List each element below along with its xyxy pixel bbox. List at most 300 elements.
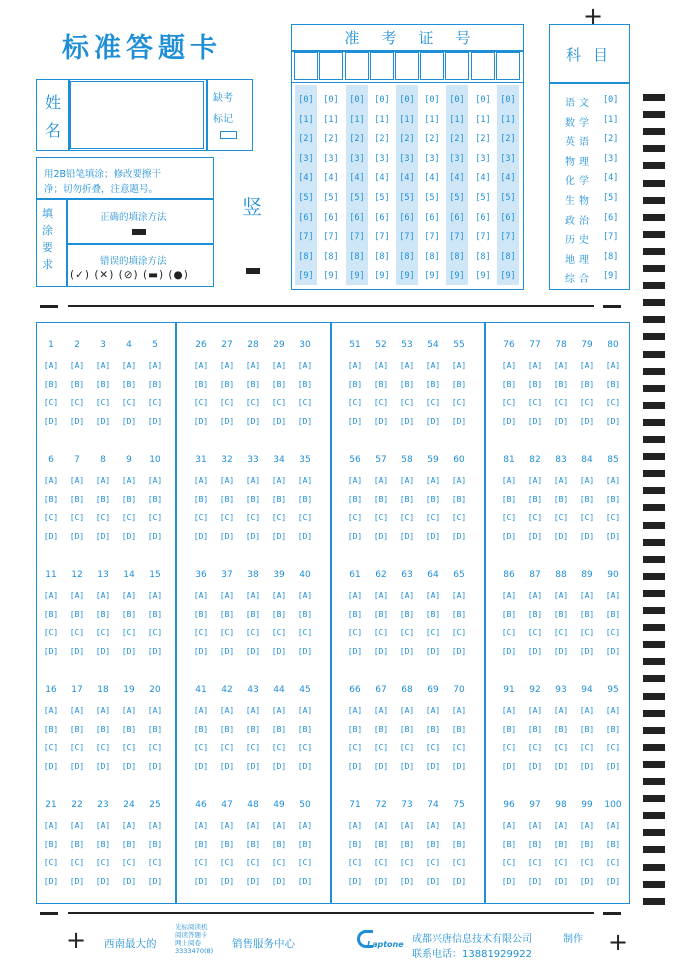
admission-digit-bubble[interactable]: [4]	[399, 173, 415, 184]
answer-bubble[interactable]: [B]	[347, 494, 363, 504]
answer-bubble[interactable]: [B]	[147, 494, 163, 504]
answer-bubble[interactable]: [D]	[271, 761, 287, 771]
answer-bubble[interactable]: [D]	[69, 646, 85, 656]
answer-bubble[interactable]: [B]	[553, 494, 569, 504]
admission-digit-bubble[interactable]: [0]	[298, 95, 314, 105]
answer-bubble[interactable]: [B]	[347, 379, 363, 389]
answer-bubble[interactable]: [B]	[373, 839, 389, 849]
answer-bubble[interactable]: [C]	[527, 513, 543, 522]
admission-digit-bubble[interactable]: [6]	[449, 212, 465, 223]
answer-bubble[interactable]: [C]	[373, 628, 389, 637]
answer-bubble[interactable]: [D]	[245, 531, 261, 541]
answer-bubble[interactable]: [A]	[451, 361, 467, 370]
answer-bubble[interactable]: [C]	[147, 743, 163, 752]
answer-bubble[interactable]: [D]	[527, 416, 543, 426]
answer-bubble[interactable]: [C]	[501, 858, 517, 867]
answer-bubble[interactable]: [C]	[399, 858, 415, 867]
answer-bubble[interactable]: [A]	[527, 706, 543, 715]
answer-bubble[interactable]: [D]	[147, 646, 163, 656]
answer-bubble[interactable]: [B]	[193, 379, 209, 389]
admission-digit-bubble[interactable]: [4]	[500, 173, 516, 184]
answer-bubble[interactable]: [D]	[121, 876, 137, 886]
answer-bubble[interactable]: [C]	[605, 628, 621, 637]
answer-bubble[interactable]: [B]	[373, 724, 389, 734]
answer-bubble[interactable]: [C]	[553, 628, 569, 637]
admission-digit-bubble[interactable]: [4]	[349, 173, 365, 184]
admission-digit-bubble[interactable]: [2]	[475, 134, 491, 145]
answer-bubble[interactable]: [A]	[579, 706, 595, 715]
answer-bubble[interactable]: [B]	[219, 724, 235, 734]
answer-bubble[interactable]: [B]	[297, 494, 313, 504]
answer-bubble[interactable]: [C]	[245, 628, 261, 637]
admission-digit-bubble[interactable]: [1]	[399, 114, 415, 125]
answer-bubble[interactable]: [D]	[219, 876, 235, 886]
answer-bubble[interactable]: [B]	[527, 379, 543, 389]
answer-bubble[interactable]: [D]	[425, 761, 441, 771]
answer-bubble[interactable]: [A]	[245, 706, 261, 715]
answer-bubble[interactable]: [C]	[553, 858, 569, 867]
answer-bubble[interactable]: [A]	[147, 706, 163, 715]
admission-digit-bubble[interactable]: [0]	[500, 95, 516, 105]
answer-bubble[interactable]: [C]	[399, 628, 415, 637]
answer-bubble[interactable]: [D]	[373, 416, 389, 426]
answer-bubble[interactable]: [B]	[399, 494, 415, 504]
answer-bubble[interactable]: [B]	[605, 494, 621, 504]
answer-bubble[interactable]: [B]	[501, 724, 517, 734]
answer-bubble[interactable]: [B]	[399, 379, 415, 389]
answer-bubble[interactable]: [D]	[347, 876, 363, 886]
answer-bubble[interactable]: [D]	[527, 761, 543, 771]
admission-digit-bubble[interactable]: [5]	[449, 193, 465, 203]
admission-digit-bubble[interactable]: [0]	[449, 95, 465, 105]
admission-digit-bubble[interactable]: [1]	[323, 114, 339, 125]
answer-bubble[interactable]: [C]	[69, 743, 85, 752]
answer-bubble[interactable]: [B]	[95, 494, 111, 504]
answer-bubble[interactable]: [A]	[121, 361, 137, 370]
answer-bubble[interactable]: [D]	[147, 531, 163, 541]
answer-bubble[interactable]: [D]	[399, 876, 415, 886]
answer-bubble[interactable]: [A]	[69, 591, 85, 600]
answer-bubble[interactable]: [C]	[69, 398, 85, 407]
answer-bubble[interactable]: [C]	[43, 858, 59, 867]
answer-bubble[interactable]: [C]	[605, 398, 621, 407]
admission-digit-bubble[interactable]: [5]	[349, 193, 365, 203]
admission-digit-bubble[interactable]: [1]	[500, 114, 516, 125]
admission-digit-write-box[interactable]	[445, 52, 469, 80]
answer-bubble[interactable]: [D]	[245, 416, 261, 426]
answer-bubble[interactable]: [B]	[95, 724, 111, 734]
answer-bubble[interactable]: [B]	[451, 839, 467, 849]
admission-digit-bubble[interactable]: [5]	[323, 193, 339, 203]
admission-digit-bubble[interactable]: [6]	[424, 212, 440, 223]
answer-bubble[interactable]: [D]	[451, 416, 467, 426]
answer-bubble[interactable]: [A]	[121, 706, 137, 715]
answer-bubble[interactable]: [C]	[297, 398, 313, 407]
admission-digit-bubble[interactable]: [2]	[399, 134, 415, 145]
answer-bubble[interactable]: [A]	[95, 591, 111, 600]
admission-digit-bubble[interactable]: [7]	[298, 232, 314, 243]
answer-bubble[interactable]: [C]	[219, 513, 235, 522]
answer-bubble[interactable]: [D]	[451, 646, 467, 656]
answer-bubble[interactable]: [B]	[245, 839, 261, 849]
admission-digit-bubble[interactable]: [1]	[298, 114, 314, 125]
answer-bubble[interactable]: [A]	[553, 361, 569, 370]
admission-digit-bubble[interactable]: [5]	[475, 193, 491, 203]
answer-bubble[interactable]: [D]	[219, 416, 235, 426]
answer-bubble[interactable]: [D]	[501, 761, 517, 771]
answer-bubble[interactable]: [C]	[347, 743, 363, 752]
answer-bubble[interactable]: [D]	[553, 876, 569, 886]
subject-bubble[interactable]: [0]	[603, 95, 619, 105]
answer-bubble[interactable]: [B]	[69, 724, 85, 734]
answer-bubble[interactable]: [A]	[347, 361, 363, 370]
admission-digit-bubble[interactable]: [7]	[500, 232, 516, 243]
answer-bubble[interactable]: [A]	[193, 361, 209, 370]
subject-bubble[interactable]: [6]	[603, 212, 619, 223]
answer-bubble[interactable]: [C]	[69, 858, 85, 867]
answer-bubble[interactable]: [B]	[69, 609, 85, 619]
answer-bubble[interactable]: [A]	[451, 821, 467, 830]
answer-bubble[interactable]: [C]	[347, 858, 363, 867]
admission-digit-bubble[interactable]: [1]	[475, 114, 491, 125]
answer-bubble[interactable]: [B]	[193, 494, 209, 504]
answer-bubble[interactable]: [A]	[245, 361, 261, 370]
answer-bubble[interactable]: [B]	[271, 609, 287, 619]
answer-bubble[interactable]: [A]	[553, 591, 569, 600]
answer-bubble[interactable]: [A]	[271, 821, 287, 830]
admission-digit-bubble[interactable]: [6]	[374, 212, 390, 223]
answer-bubble[interactable]: [D]	[43, 416, 59, 426]
answer-bubble[interactable]: [C]	[219, 743, 235, 752]
answer-bubble[interactable]: [C]	[147, 628, 163, 637]
answer-bubble[interactable]: [C]	[425, 743, 441, 752]
answer-bubble[interactable]: [B]	[219, 839, 235, 849]
answer-bubble[interactable]: [A]	[553, 476, 569, 485]
answer-bubble[interactable]: [D]	[553, 646, 569, 656]
answer-bubble[interactable]: [A]	[219, 706, 235, 715]
admission-digit-bubble[interactable]: [2]	[374, 134, 390, 145]
answer-bubble[interactable]: [A]	[297, 361, 313, 370]
admission-digit-bubble[interactable]: [3]	[374, 153, 390, 164]
answer-bubble[interactable]: [D]	[399, 531, 415, 541]
answer-bubble[interactable]: [B]	[271, 379, 287, 389]
answer-bubble[interactable]: [C]	[271, 628, 287, 637]
answer-bubble[interactable]: [A]	[297, 591, 313, 600]
answer-bubble[interactable]: [C]	[373, 513, 389, 522]
answer-bubble[interactable]: [B]	[193, 724, 209, 734]
answer-bubble[interactable]: [A]	[373, 476, 389, 485]
answer-bubble[interactable]: [B]	[347, 839, 363, 849]
admission-digit-bubble[interactable]: [5]	[374, 193, 390, 203]
answer-bubble[interactable]: [B]	[43, 609, 59, 619]
admission-digit-write-box[interactable]	[496, 52, 520, 80]
answer-bubble[interactable]: [C]	[297, 513, 313, 522]
answer-bubble[interactable]: [B]	[121, 839, 137, 849]
admission-digit-bubble[interactable]: [9]	[500, 271, 516, 282]
answer-bubble[interactable]: [D]	[527, 531, 543, 541]
answer-bubble[interactable]: [C]	[425, 858, 441, 867]
name-input[interactable]	[70, 81, 204, 149]
answer-bubble[interactable]: [A]	[347, 591, 363, 600]
answer-bubble[interactable]: [C]	[69, 628, 85, 637]
answer-bubble[interactable]: [A]	[373, 591, 389, 600]
admission-digit-bubble[interactable]: [6]	[323, 212, 339, 223]
answer-bubble[interactable]: [C]	[579, 743, 595, 752]
answer-bubble[interactable]: [D]	[553, 761, 569, 771]
answer-bubble[interactable]: [D]	[121, 416, 137, 426]
answer-bubble[interactable]: [C]	[373, 858, 389, 867]
answer-bubble[interactable]: [A]	[297, 821, 313, 830]
answer-bubble[interactable]: [B]	[605, 839, 621, 849]
answer-bubble[interactable]: [D]	[347, 416, 363, 426]
answer-bubble[interactable]: [B]	[43, 494, 59, 504]
answer-bubble[interactable]: [B]	[219, 379, 235, 389]
answer-bubble[interactable]: [C]	[95, 513, 111, 522]
admission-digit-bubble[interactable]: [4]	[449, 173, 465, 184]
admission-digit-bubble[interactable]: [3]	[323, 153, 339, 164]
answer-bubble[interactable]: [C]	[271, 858, 287, 867]
answer-bubble[interactable]: [A]	[147, 361, 163, 370]
answer-bubble[interactable]: [B]	[579, 839, 595, 849]
admission-digit-bubble[interactable]: [8]	[374, 251, 390, 262]
answer-bubble[interactable]: [B]	[147, 724, 163, 734]
answer-bubble[interactable]: [A]	[373, 361, 389, 370]
subject-bubble[interactable]: [1]	[603, 114, 619, 125]
answer-bubble[interactable]: [C]	[193, 858, 209, 867]
admission-digit-bubble[interactable]: [8]	[323, 251, 339, 262]
answer-bubble[interactable]: [A]	[373, 821, 389, 830]
admission-digit-bubble[interactable]: [0]	[323, 95, 339, 105]
answer-bubble[interactable]: [B]	[501, 494, 517, 504]
answer-bubble[interactable]: [D]	[297, 416, 313, 426]
absent-checkbox[interactable]	[220, 131, 237, 139]
answer-bubble[interactable]: [A]	[219, 591, 235, 600]
admission-digit-bubble[interactable]: [2]	[449, 134, 465, 145]
answer-bubble[interactable]: [A]	[605, 591, 621, 600]
admission-digit-write-box[interactable]	[294, 52, 318, 80]
admission-digit-bubble[interactable]: [4]	[298, 173, 314, 184]
answer-bubble[interactable]: [C]	[245, 858, 261, 867]
admission-digit-bubble[interactable]: [0]	[424, 95, 440, 105]
admission-digit-bubble[interactable]: [7]	[374, 232, 390, 243]
answer-bubble[interactable]: [B]	[245, 724, 261, 734]
answer-bubble[interactable]: [B]	[373, 609, 389, 619]
admission-digit-bubble[interactable]: [3]	[349, 153, 365, 164]
answer-bubble[interactable]: [D]	[579, 761, 595, 771]
admission-digit-write-box[interactable]	[345, 52, 369, 80]
admission-digit-bubble[interactable]: [7]	[449, 232, 465, 243]
answer-bubble[interactable]: [D]	[147, 416, 163, 426]
answer-bubble[interactable]: [A]	[121, 821, 137, 830]
admission-digit-bubble[interactable]: [5]	[298, 193, 314, 203]
answer-bubble[interactable]: [C]	[451, 858, 467, 867]
answer-bubble[interactable]: [A]	[605, 476, 621, 485]
answer-bubble[interactable]: [C]	[271, 513, 287, 522]
answer-bubble[interactable]: [D]	[605, 876, 621, 886]
answer-bubble[interactable]: [D]	[271, 416, 287, 426]
answer-bubble[interactable]: [D]	[219, 761, 235, 771]
answer-bubble[interactable]: [C]	[501, 628, 517, 637]
subject-bubble[interactable]: [8]	[603, 251, 619, 262]
answer-bubble[interactable]: [B]	[43, 839, 59, 849]
answer-bubble[interactable]: [D]	[193, 416, 209, 426]
answer-bubble[interactable]: [A]	[501, 706, 517, 715]
admission-digit-bubble[interactable]: [8]	[424, 251, 440, 262]
answer-bubble[interactable]: [D]	[297, 646, 313, 656]
answer-bubble[interactable]: [A]	[43, 591, 59, 600]
answer-bubble[interactable]: [D]	[579, 876, 595, 886]
answer-bubble[interactable]: [A]	[399, 361, 415, 370]
answer-bubble[interactable]: [C]	[605, 513, 621, 522]
answer-bubble[interactable]: [A]	[425, 821, 441, 830]
answer-bubble[interactable]: [A]	[193, 591, 209, 600]
answer-bubble[interactable]: [C]	[527, 858, 543, 867]
answer-bubble[interactable]: [A]	[579, 591, 595, 600]
admission-digit-bubble[interactable]: [3]	[475, 153, 491, 164]
answer-bubble[interactable]: [A]	[425, 361, 441, 370]
admission-digit-write-box[interactable]	[319, 52, 343, 80]
subject-bubble[interactable]: [2]	[603, 134, 619, 145]
answer-bubble[interactable]: [C]	[553, 513, 569, 522]
admission-digit-bubble[interactable]: [2]	[323, 134, 339, 145]
answer-bubble[interactable]: [C]	[121, 628, 137, 637]
answer-bubble[interactable]: [A]	[605, 821, 621, 830]
answer-bubble[interactable]: [C]	[245, 743, 261, 752]
subject-bubble[interactable]: [3]	[603, 153, 619, 164]
answer-bubble[interactable]: [D]	[69, 876, 85, 886]
answer-bubble[interactable]: [B]	[501, 379, 517, 389]
answer-bubble[interactable]: [D]	[43, 531, 59, 541]
answer-bubble[interactable]: [A]	[193, 706, 209, 715]
answer-bubble[interactable]: [B]	[69, 379, 85, 389]
answer-bubble[interactable]: [A]	[451, 591, 467, 600]
answer-bubble[interactable]: [C]	[579, 858, 595, 867]
answer-bubble[interactable]: [C]	[271, 398, 287, 407]
answer-bubble[interactable]: [A]	[579, 476, 595, 485]
answer-bubble[interactable]: [D]	[147, 876, 163, 886]
admission-digit-bubble[interactable]: [5]	[424, 193, 440, 203]
admission-digit-bubble[interactable]: [4]	[475, 173, 491, 184]
admission-digit-bubble[interactable]: [1]	[374, 114, 390, 125]
answer-bubble[interactable]: [C]	[527, 628, 543, 637]
answer-bubble[interactable]: [B]	[527, 839, 543, 849]
answer-bubble[interactable]: [A]	[95, 706, 111, 715]
answer-bubble[interactable]: [D]	[553, 531, 569, 541]
answer-bubble[interactable]: [B]	[553, 839, 569, 849]
answer-bubble[interactable]: [C]	[219, 398, 235, 407]
admission-digit-bubble[interactable]: [3]	[449, 153, 465, 164]
answer-bubble[interactable]: [C]	[451, 398, 467, 407]
answer-bubble[interactable]: [D]	[297, 531, 313, 541]
answer-bubble[interactable]: [A]	[219, 361, 235, 370]
subject-bubble[interactable]: [5]	[603, 193, 619, 203]
answer-bubble[interactable]: [B]	[95, 379, 111, 389]
answer-bubble[interactable]: [B]	[425, 609, 441, 619]
answer-bubble[interactable]: [C]	[43, 743, 59, 752]
admission-digit-bubble[interactable]: [7]	[475, 232, 491, 243]
answer-bubble[interactable]: [B]	[121, 724, 137, 734]
answer-bubble[interactable]: [D]	[347, 646, 363, 656]
answer-bubble[interactable]: [B]	[271, 494, 287, 504]
answer-bubble[interactable]: [D]	[69, 761, 85, 771]
answer-bubble[interactable]: [B]	[553, 609, 569, 619]
admission-digit-bubble[interactable]: [3]	[500, 153, 516, 164]
admission-digit-bubble[interactable]: [9]	[449, 271, 465, 282]
answer-bubble[interactable]: [C]	[605, 858, 621, 867]
answer-bubble[interactable]: [A]	[297, 476, 313, 485]
answer-bubble[interactable]: [B]	[527, 609, 543, 619]
answer-bubble[interactable]: [D]	[579, 416, 595, 426]
answer-bubble[interactable]: [D]	[373, 761, 389, 771]
answer-bubble[interactable]: [D]	[95, 761, 111, 771]
answer-bubble[interactable]: [B]	[451, 494, 467, 504]
answer-bubble[interactable]: [D]	[579, 646, 595, 656]
answer-bubble[interactable]: [A]	[425, 476, 441, 485]
answer-bubble[interactable]: [D]	[43, 761, 59, 771]
admission-digit-bubble[interactable]: [7]	[349, 232, 365, 243]
admission-digit-bubble[interactable]: [6]	[298, 212, 314, 223]
answer-bubble[interactable]: [A]	[121, 591, 137, 600]
answer-bubble[interactable]: [B]	[69, 494, 85, 504]
answer-bubble[interactable]: [B]	[347, 724, 363, 734]
answer-bubble[interactable]: [A]	[219, 821, 235, 830]
admission-digit-bubble[interactable]: [9]	[399, 271, 415, 282]
subject-bubble[interactable]: [7]	[603, 232, 619, 243]
admission-digit-bubble[interactable]: [8]	[500, 251, 516, 262]
answer-bubble[interactable]: [C]	[373, 398, 389, 407]
answer-bubble[interactable]: [B]	[147, 379, 163, 389]
admission-digit-bubble[interactable]: [4]	[374, 173, 390, 184]
answer-bubble[interactable]: [A]	[147, 591, 163, 600]
answer-bubble[interactable]: [D]	[95, 531, 111, 541]
answer-bubble[interactable]: [A]	[527, 361, 543, 370]
answer-bubble[interactable]: [D]	[347, 531, 363, 541]
answer-bubble[interactable]: [B]	[297, 724, 313, 734]
answer-bubble[interactable]: [B]	[219, 494, 235, 504]
admission-digit-bubble[interactable]: [3]	[399, 153, 415, 164]
answer-bubble[interactable]: [A]	[425, 706, 441, 715]
answer-bubble[interactable]: [B]	[425, 379, 441, 389]
answer-bubble[interactable]: [D]	[451, 531, 467, 541]
answer-bubble[interactable]: [A]	[605, 361, 621, 370]
admission-digit-bubble[interactable]: [8]	[399, 251, 415, 262]
answer-bubble[interactable]: [D]	[95, 876, 111, 886]
answer-bubble[interactable]: [B]	[347, 609, 363, 619]
admission-digit-bubble[interactable]: [9]	[475, 271, 491, 282]
answer-bubble[interactable]: [B]	[147, 609, 163, 619]
answer-bubble[interactable]: [C]	[553, 398, 569, 407]
admission-digit-bubble[interactable]: [8]	[475, 251, 491, 262]
answer-bubble[interactable]: [D]	[95, 416, 111, 426]
answer-bubble[interactable]: [C]	[527, 743, 543, 752]
answer-bubble[interactable]: [B]	[605, 379, 621, 389]
answer-bubble[interactable]: [A]	[399, 821, 415, 830]
answer-bubble[interactable]: [B]	[553, 379, 569, 389]
answer-bubble[interactable]: [D]	[451, 761, 467, 771]
answer-bubble[interactable]: [B]	[579, 379, 595, 389]
answer-bubble[interactable]: [B]	[553, 724, 569, 734]
answer-bubble[interactable]: [C]	[245, 398, 261, 407]
answer-bubble[interactable]: [C]	[297, 743, 313, 752]
answer-bubble[interactable]: [D]	[605, 531, 621, 541]
answer-bubble[interactable]: [D]	[43, 646, 59, 656]
answer-bubble[interactable]: [C]	[347, 398, 363, 407]
answer-bubble[interactable]: [A]	[527, 821, 543, 830]
answer-bubble[interactable]: [C]	[95, 398, 111, 407]
admission-digit-bubble[interactable]: [9]	[374, 271, 390, 282]
admission-digit-bubble[interactable]: [6]	[475, 212, 491, 223]
answer-bubble[interactable]: [B]	[193, 609, 209, 619]
